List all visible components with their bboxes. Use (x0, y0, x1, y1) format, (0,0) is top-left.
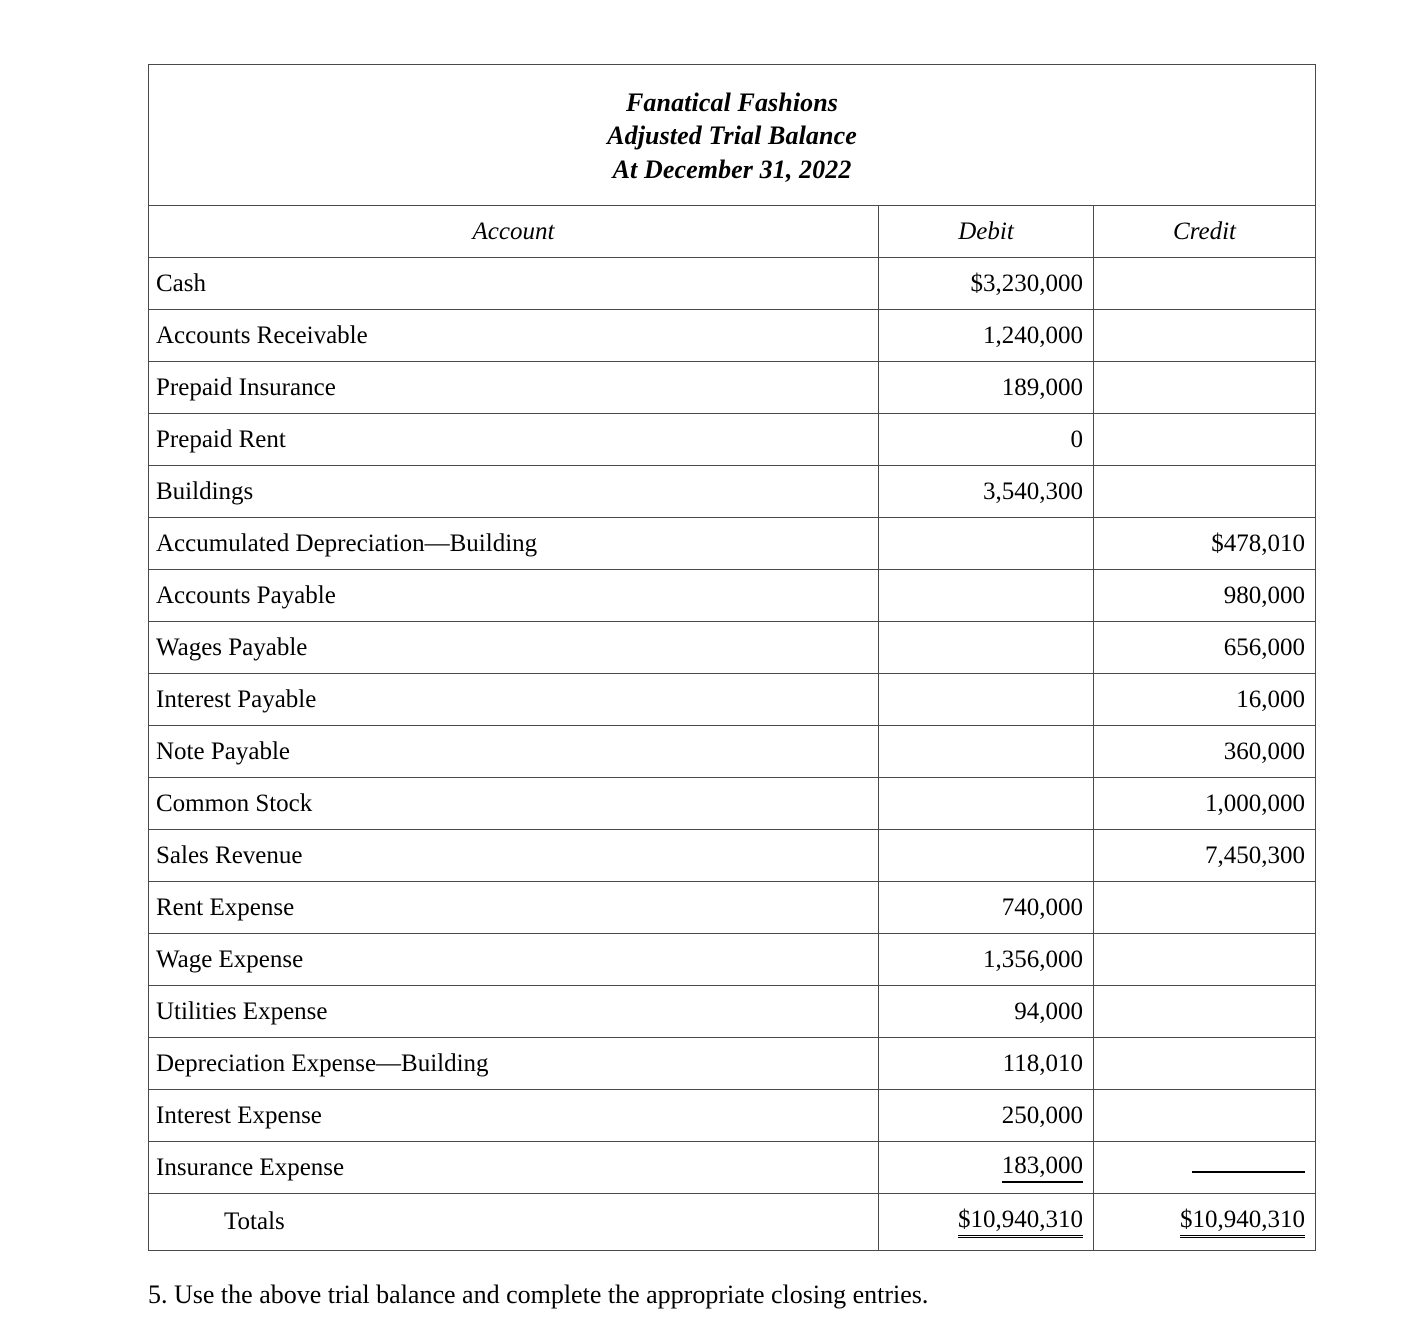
statement-name: Adjusted Trial Balance (607, 121, 857, 151)
table-row (149, 570, 1316, 622)
account-name-cell: Accounts Receivable (149, 310, 879, 362)
debit-cell (879, 778, 1094, 830)
account-name-cell: Depreciation Expense—Building (149, 1038, 879, 1090)
debit-cell (879, 622, 1094, 674)
debit-cell (879, 986, 1094, 1038)
table-row (149, 830, 1316, 882)
account-name-cell: Note Payable (149, 726, 879, 778)
column-header-account: Account (149, 206, 879, 258)
credit-value: $478,010 (1211, 529, 1306, 557)
debit-cell (879, 570, 1094, 622)
table-row (149, 1142, 1316, 1194)
debit-value: 1,240,000 (983, 321, 1083, 349)
account-name-cell: Interest Expense (149, 1090, 879, 1142)
credit-cell (1094, 778, 1316, 830)
table-body (149, 65, 1316, 1251)
statement-title-row (149, 65, 1316, 206)
account-name-cell: Interest Payable (149, 674, 879, 726)
debit-value: 0 (1070, 425, 1083, 453)
account-name-cell: Cash (149, 258, 879, 310)
account-name-cell: Common Stock (149, 778, 879, 830)
debit-cell (879, 310, 1094, 362)
credit-cell (1094, 986, 1316, 1038)
debit-cell (879, 830, 1094, 882)
credit-value: 16,000 (1236, 685, 1306, 713)
credit-cell (1094, 518, 1316, 570)
credit-cell (1094, 622, 1316, 674)
debit-cell (879, 1142, 1094, 1194)
account-name-cell: Prepaid Insurance (149, 362, 879, 414)
account-name-cell: Rent Expense (149, 882, 879, 934)
credit-cell (1094, 1142, 1316, 1194)
credit-subtotal-rule (1192, 1171, 1305, 1173)
table-row (149, 310, 1316, 362)
debit-value: 740,000 (1001, 893, 1083, 921)
account-name-cell: Sales Revenue (149, 830, 879, 882)
column-header-debit: Debit (879, 206, 1094, 258)
table-row (149, 258, 1316, 310)
table-row (149, 674, 1316, 726)
credit-cell (1094, 466, 1316, 518)
credit-cell (1094, 882, 1316, 934)
account-name-cell: Buildings (149, 466, 879, 518)
credit-cell (1094, 414, 1316, 466)
account-name-cell: Prepaid Rent (149, 414, 879, 466)
totals-label: Totals (149, 1194, 879, 1251)
debit-value: 94,000 (1014, 997, 1083, 1025)
debit-cell (879, 1090, 1094, 1142)
table-row (149, 882, 1316, 934)
credit-cell (1094, 1090, 1316, 1142)
credit-cell (1094, 258, 1316, 310)
debit-value: 3,540,300 (983, 477, 1083, 505)
account-name-cell: Accounts Payable (149, 570, 879, 622)
debit-value: 1,356,000 (983, 945, 1083, 973)
trial-balance-table-wrapper (148, 64, 1315, 1251)
credit-value: 360,000 (1223, 737, 1306, 765)
debit-cell (879, 726, 1094, 778)
credit-cell (1094, 362, 1316, 414)
debit-cell (879, 882, 1094, 934)
table-row (149, 1090, 1316, 1142)
credit-cell (1094, 310, 1316, 362)
credit-value: 656,000 (1223, 633, 1306, 661)
credit-cell (1094, 934, 1316, 986)
table-row (149, 414, 1316, 466)
totals-debit-value: $10,940,310 (958, 1207, 1083, 1238)
totals-debit-cell (879, 1194, 1094, 1251)
credit-cell (1094, 726, 1316, 778)
totals-row (149, 1194, 1316, 1251)
debit-cell (879, 466, 1094, 518)
debit-value: 189,000 (1001, 373, 1083, 401)
debit-cell (879, 934, 1094, 986)
credit-value: 980,000 (1223, 581, 1306, 609)
debit-cell (879, 258, 1094, 310)
credit-cell (1094, 674, 1316, 726)
account-name-cell: Utilities Expense (149, 986, 879, 1038)
account-name-cell: Wage Expense (149, 934, 879, 986)
debit-value: 118,010 (1002, 1049, 1083, 1077)
table-row (149, 518, 1316, 570)
credit-value: 7,450,300 (1205, 841, 1306, 869)
credit-cell (1094, 570, 1316, 622)
debit-value: 250,000 (1001, 1101, 1083, 1129)
credit-cell (1094, 1038, 1316, 1090)
company-name: Fanatical Fashions (625, 88, 839, 118)
table-row (149, 466, 1316, 518)
table-row (149, 778, 1316, 830)
table-row (149, 934, 1316, 986)
column-header-credit: Credit (1094, 206, 1316, 258)
debit-value: $3,230,000 (970, 269, 1083, 297)
account-name-cell: Accumulated Depreciation—Building (149, 518, 879, 570)
table-row (149, 622, 1316, 674)
table-row (149, 986, 1316, 1038)
statement-date: At December 31, 2022 (612, 154, 852, 184)
debit-cell (879, 674, 1094, 726)
totals-credit-value: $10,940,310 (1180, 1207, 1305, 1238)
debit-cell (879, 414, 1094, 466)
totals-credit-cell (1094, 1194, 1316, 1251)
debit-cell (879, 362, 1094, 414)
adjusted-trial-balance-table (148, 64, 1316, 1251)
credit-cell (1094, 830, 1316, 882)
account-name-cell: Insurance Expense (149, 1142, 879, 1194)
debit-cell (879, 1038, 1094, 1090)
credit-value: 1,000,000 (1205, 789, 1306, 817)
debit-cell (879, 518, 1094, 570)
table-row (149, 362, 1316, 414)
account-name-cell: Wages Payable (149, 622, 879, 674)
debit-value: 183,000 (1002, 1153, 1083, 1182)
column-header-row (149, 206, 1316, 258)
table-row (149, 1038, 1316, 1090)
statement-title-block (149, 65, 1316, 206)
question-prompt: 5. Use the above trial balance and complete the appropriate closing entries. (148, 1280, 929, 1309)
table-row (149, 726, 1316, 778)
